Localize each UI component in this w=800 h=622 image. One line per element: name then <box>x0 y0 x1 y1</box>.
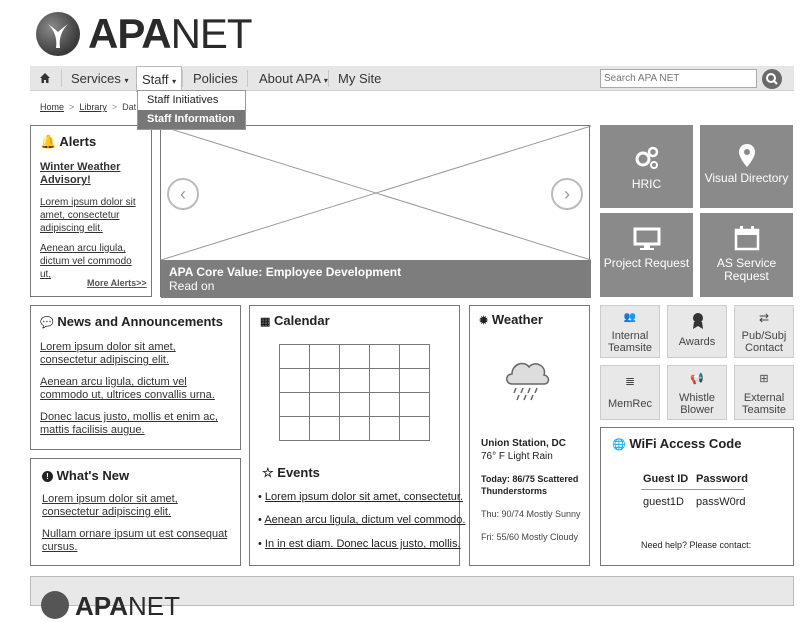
news-item[interactable]: Aenean arcu ligula, dictum vel commodo ut, ultrices convallis urna. <box>40 376 215 401</box>
wifi-panel <box>600 427 794 566</box>
footer-logo-icon <box>41 591 69 619</box>
carousel-subtitle: Read on <box>169 279 215 293</box>
tile-label: Visual Directory <box>704 171 789 185</box>
whats-new-title: ! What's New <box>42 468 129 483</box>
event-item[interactable]: • Lorem ipsum dolor sit amet, consectetur. <box>258 491 464 503</box>
news-item[interactable]: Donec lacus justo, mollis et enim ac, mattis facilisis augue. <box>40 411 218 436</box>
wifi-guest-id: guest1D <box>643 496 684 508</box>
footer-logo-text: APANET <box>75 591 180 621</box>
tile-label: External Teamsite <box>741 392 787 416</box>
weather-panel <box>469 305 590 566</box>
nav-about[interactable]: About APA ▾ <box>259 71 328 86</box>
tile-label: Whistle Blower <box>678 392 716 416</box>
weather-today: Today: 86/75 Scattered Thunderstorms <box>481 474 579 496</box>
list-icon: ≣ <box>624 374 636 388</box>
news-title: 💬 News and Announcements <box>40 314 223 329</box>
gears-icon <box>633 145 661 171</box>
carousel-next-icon[interactable]: › <box>551 178 583 210</box>
wifi-divider <box>641 489 744 490</box>
tile-as-service-request[interactable] <box>700 213 793 297</box>
tile-label: Internal Teamsite <box>607 330 653 354</box>
wifi-help-text: Need help? Please contact: <box>641 540 752 550</box>
events-title: ☆ Events <box>262 465 320 480</box>
breadcrumb: Home > Library > Dat <box>40 102 137 112</box>
calendar-small-icon: ▦ <box>260 316 271 328</box>
tile-internal-teamsite[interactable] <box>600 305 660 358</box>
tile-external-teamsite[interactable] <box>734 365 794 420</box>
swap-arrows-icon: ⇄ <box>758 311 770 325</box>
whats-new-panel <box>30 458 241 566</box>
weather-location: Union Station, DC <box>481 438 566 449</box>
alerts-title: 🔔 Alerts <box>40 134 97 149</box>
tile-pub-subj-contact[interactable] <box>734 305 794 358</box>
tile-memrec[interactable] <box>600 365 660 420</box>
search-icon[interactable] <box>762 69 782 89</box>
alert-headline[interactable]: Winter Weather Advisory! <box>40 161 121 186</box>
menu-item-staff-information[interactable]: Staff Information <box>138 110 245 129</box>
sitemap-icon: ⊞ <box>759 373 769 385</box>
monitor-icon <box>633 227 661 251</box>
home-icon[interactable] <box>39 66 53 91</box>
footer <box>30 576 794 621</box>
event-item[interactable]: • Aenean arcu ligula, dictum vel commodo. <box>258 514 466 526</box>
tile-label: AS Service Request <box>716 256 777 283</box>
news-panel <box>30 305 241 450</box>
tile-label: MemRec <box>607 398 652 410</box>
tile-hric[interactable] <box>600 125 693 208</box>
tile-project-request[interactable] <box>600 213 693 297</box>
calendar-title: ▦ Calendar <box>260 313 330 328</box>
breadcrumb-current: Dat <box>122 102 137 112</box>
sun-icon: ✹ <box>479 315 489 327</box>
logo-emblem-icon <box>36 12 80 56</box>
bell-icon: 🔔 <box>40 134 57 149</box>
tile-awards[interactable] <box>667 305 727 358</box>
calendar-events-panel <box>249 305 466 566</box>
tile-whistle-blower[interactable] <box>667 365 727 420</box>
carousel-title: APA Core Value: Employee Development <box>169 265 402 279</box>
wifi-col-guest-id: Guest ID <box>643 473 689 485</box>
map-pin-icon <box>737 143 757 169</box>
tile-label: HRIC <box>631 177 662 191</box>
whats-new-item[interactable]: Nullam ornare ipsum ut est consequat cursus. <box>42 528 228 553</box>
chat-icon: 💬 <box>40 317 54 329</box>
wifi-title: 🌐 WiFi Access Code <box>612 436 742 451</box>
weather-thu: Thu: 90/74 Mostly Sunny <box>481 509 581 519</box>
wifi-col-password: Password <box>696 473 748 485</box>
tile-label: Pub/Subj Contact <box>741 330 787 354</box>
nav-policies[interactable]: Policies <box>193 71 238 86</box>
wifi-password: passW0rd <box>696 496 746 508</box>
weather-fri: Fri: 55/60 Mostly Cloudy <box>481 532 579 542</box>
megaphone-icon: 📢 <box>690 373 704 385</box>
whats-new-item[interactable]: Lorem ipsum dolor sit amet, consectetur adipiscing elit. <box>42 493 178 518</box>
alert-item[interactable]: Aenean arcu ligula, dictum vel commodo ut, <box>40 243 132 280</box>
award-icon <box>691 312 705 330</box>
calendar-grid[interactable] <box>279 344 430 441</box>
news-item[interactable]: Lorem ipsum dolor sit amet, consectetur adipiscing elit. <box>40 341 176 366</box>
globe-icon: 🌐 <box>612 439 626 451</box>
search-input[interactable] <box>600 69 757 88</box>
calendar-icon <box>734 225 760 251</box>
nav-my-site[interactable]: My Site <box>338 71 382 86</box>
menu-item-staff-initiatives[interactable]: Staff Initiatives <box>147 94 219 106</box>
breadcrumb-library[interactable]: Library <box>79 102 107 112</box>
staff-dropdown-menu <box>137 90 246 130</box>
tile-label: Awards <box>678 336 716 348</box>
tile-label: Project Request <box>603 256 690 270</box>
rain-cloud-icon <box>502 354 552 402</box>
event-item[interactable]: • In in est diam. Donec lacus justo, mollis. <box>258 538 461 550</box>
hero-carousel <box>160 125 590 297</box>
users-icon: 👥 <box>623 312 637 323</box>
breadcrumb-home[interactable]: Home <box>40 102 65 112</box>
site-logo[interactable] <box>36 10 276 60</box>
alert-circle-icon: ! <box>42 471 53 482</box>
logo-text: APANET <box>88 10 252 57</box>
weather-current: 76° F Light Rain <box>481 451 553 462</box>
star-icon: ☆ <box>262 465 274 480</box>
nav-services[interactable]: Services ▾ <box>71 71 129 86</box>
more-alerts-link[interactable]: More Alerts>> <box>87 278 147 288</box>
nav-staff[interactable]: Staff ▾ <box>136 66 182 92</box>
alert-item[interactable]: Lorem ipsum dolor sit amet, consectetur adipiscing elit. <box>40 197 136 234</box>
alerts-panel <box>30 125 152 297</box>
weather-title: ✹ Weather <box>479 312 543 327</box>
carousel-prev-icon[interactable]: ‹ <box>167 178 199 210</box>
carousel-caption[interactable] <box>161 260 591 298</box>
tile-visual-directory[interactable] <box>700 125 793 208</box>
